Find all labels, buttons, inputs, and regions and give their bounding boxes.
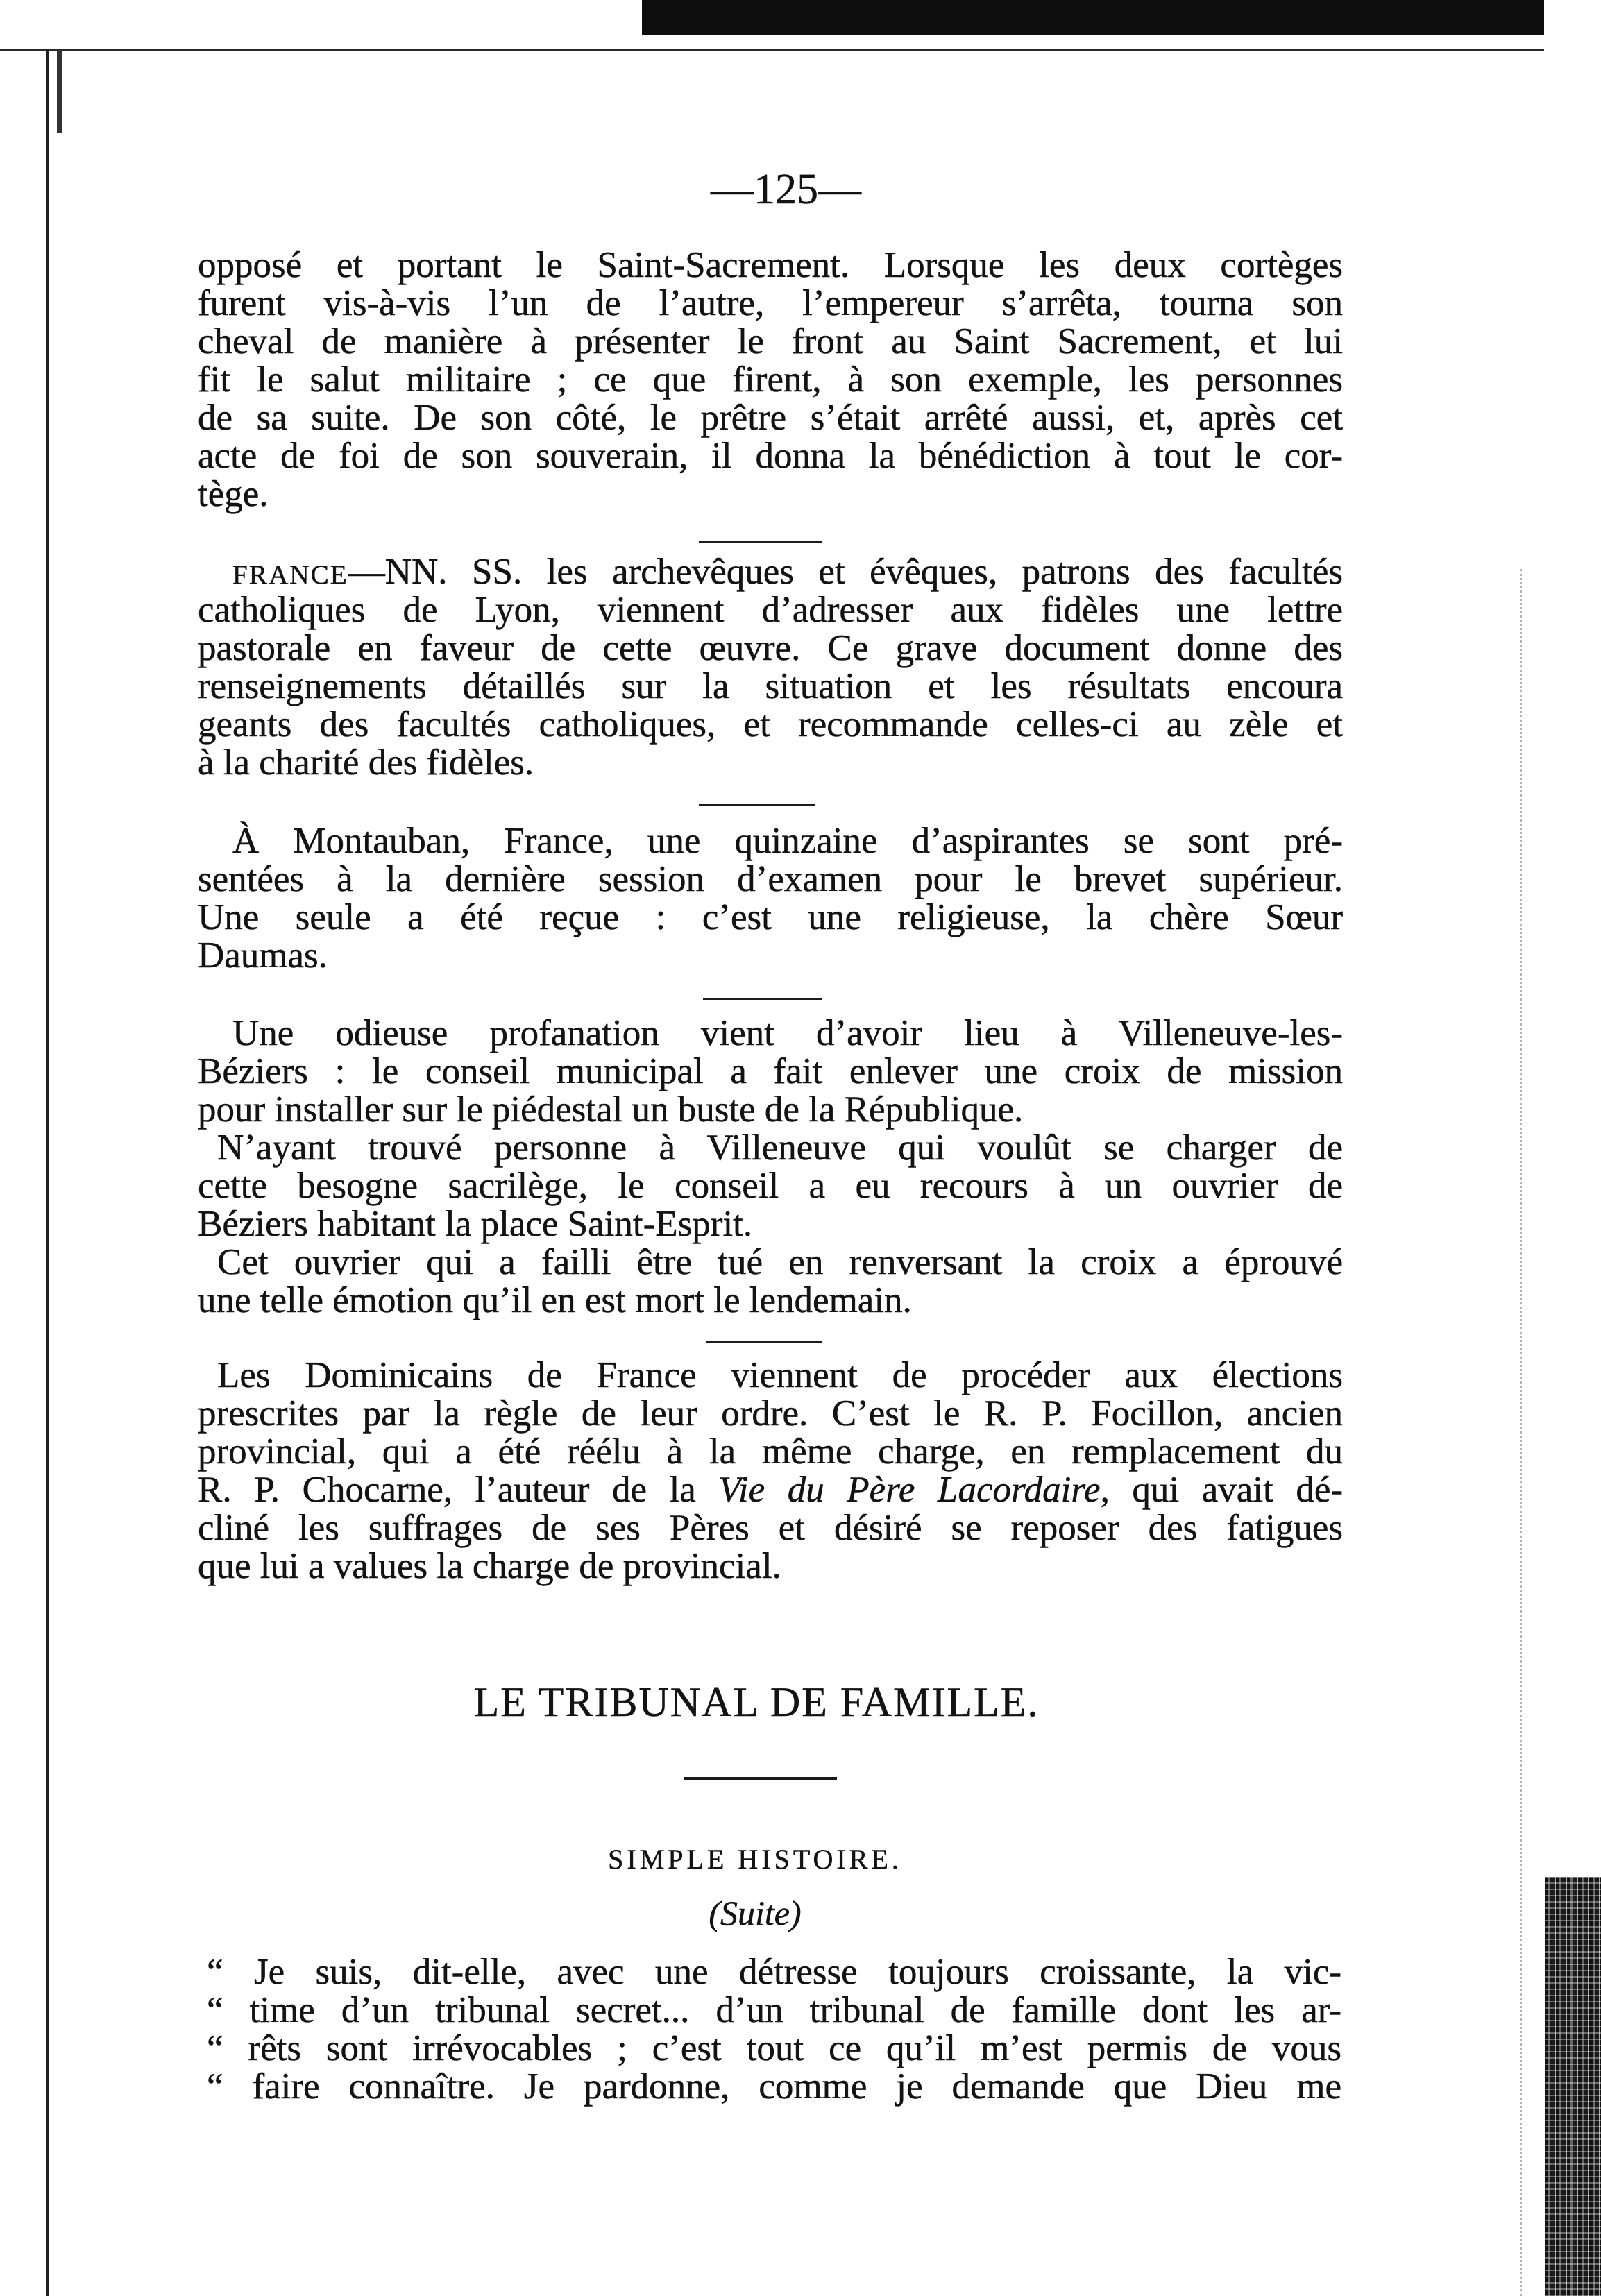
text-line: fit le salut militaire ; ce que firent, à son exemple, les personnes xyxy=(198,359,1343,400)
text-line: sentées à la dernière session d’examen pour le brevet supérieur. xyxy=(198,859,1343,899)
news-item-villeneuve xyxy=(198,1014,1343,1320)
text-line: Daumas. xyxy=(198,935,328,976)
dateline-country: FRANCE xyxy=(232,560,348,590)
text-line-segment: R. P. Chocarne, l’auteur de la xyxy=(198,1470,719,1510)
news-item-catholic-faculties xyxy=(198,553,1343,782)
page-frame-top-rule xyxy=(0,49,1544,51)
text-line: prescrites par la règle de leur ordre. C’est le R. P. Focillon, ancien xyxy=(198,1393,1343,1434)
text-line-segment: , qui avait dé- xyxy=(1100,1470,1343,1510)
news-item-continued xyxy=(198,246,1343,513)
scan-edge-top-band xyxy=(642,0,1544,35)
scan-edge-right-specks xyxy=(1520,569,1522,2296)
scan-binding-strip xyxy=(1545,1877,1601,2296)
feature-subtitle: SIMPLE HISTOIRE. xyxy=(608,1844,902,1875)
text-line: “ time d’un tribunal secret... d’un tribunal de famille dont les ar- xyxy=(207,1990,1341,2030)
news-item-montauban xyxy=(198,822,1343,975)
text-line: catholiques de Lyon, viennent d’adresser aux fidèles une lettre xyxy=(198,590,1343,630)
section-divider xyxy=(706,1341,822,1343)
text-line: pastorale en faveur de cette œuvre. Ce grave document donne des xyxy=(198,628,1343,668)
text-line: cheval de manière à présenter le front au Saint Sacrement, et lui xyxy=(198,321,1343,362)
text-line: Béziers habitant la place Saint-Esprit. xyxy=(198,1204,753,1244)
section-divider xyxy=(699,804,815,806)
text-line xyxy=(198,1471,1343,1509)
text-line: cliné les suffrages de ses Pères et désiré se reposer des fatigues xyxy=(198,1508,1343,1548)
text-line: Les Dominicains de France viennent de procéder aux élections xyxy=(217,1355,1343,1395)
text-line: “ Je suis, dit-elle, avec une détresse toujours croissante, la vic- xyxy=(207,1952,1341,1992)
text-line xyxy=(198,553,1343,591)
text-line: Une seule a été reçue : c’est une religieuse, la chère Sœur xyxy=(198,897,1343,937)
text-line: “ rêts sont irrévocables ; c’est tout ce qu’il m’est permis de vous xyxy=(207,2028,1341,2068)
text-line: tège. xyxy=(198,474,269,514)
text-line: à la charité des fidèles. xyxy=(198,742,534,783)
text-line: geants des facultés catholiques, et recommande celles-ci au zèle et xyxy=(198,704,1343,745)
text-line: Cet ouvrier qui a failli être tué en renversant la croix a éprouvé xyxy=(217,1242,1343,1282)
text-line: que lui a values la charge de provincial. xyxy=(198,1546,781,1586)
text-line: cette besogne sacrilège, le conseil a eu recours à un ouvrier de xyxy=(198,1166,1343,1206)
text-line: une telle émotion qu’il en est mort le lendemain. xyxy=(198,1280,912,1320)
feature-continuation-note: (Suite) xyxy=(709,1894,802,1932)
text-line: opposé et portant le Saint-Sacrement. Lorsque les deux cortèges xyxy=(198,245,1343,285)
text-line: À Montauban, France, une quinzaine d’aspirantes se sont pré- xyxy=(232,821,1343,861)
feature-body xyxy=(207,1953,1341,2106)
text-line-body: —NN. SS. les archevêques et évêques, patrons des facultés xyxy=(348,552,1343,592)
text-line: Béziers : le conseil municipal a fait enlever une croix de mission xyxy=(198,1051,1343,1091)
page-frame-left-rule xyxy=(46,49,49,2296)
text-line: de sa suite. De son côté, le prêtre s’était arrêté aussi, et, après cet xyxy=(198,398,1343,438)
section-divider xyxy=(699,541,822,543)
text-line: renseignements détaillés sur la situation et les résultats encoura xyxy=(198,666,1343,706)
page-frame-left-rule-inner xyxy=(57,50,62,133)
news-item-dominicans xyxy=(198,1357,1343,1585)
book-title: Vie du Père Lacordaire xyxy=(718,1470,1101,1510)
text-line: furent vis-à-vis l’un de l’autre, l’empereur s’arrêta, tourna son xyxy=(198,283,1343,323)
text-line: provincial, qui a été réélu à la même charge, en remplacement du xyxy=(198,1431,1343,1472)
feature-title: LE TRIBUNAL DE FAMILLE. xyxy=(473,1679,1040,1725)
text-line: Une odieuse profanation vient d’avoir lieu à Villeneuve-les- xyxy=(232,1013,1343,1053)
section-divider xyxy=(703,998,822,1000)
text-line: “ faire connaître. Je pardonne, comme je demande que Dieu me xyxy=(207,2066,1341,2107)
text-line: N’ayant trouvé personne à Villeneuve qui voulût se charger de xyxy=(217,1128,1343,1168)
text-line: pour installer sur le piédestal un buste de la République. xyxy=(198,1089,1024,1130)
page-number: —125— xyxy=(711,166,861,213)
title-divider xyxy=(684,1777,837,1780)
text-line: acte de foi de son souverain, il donna la bénédiction à tout le cor- xyxy=(198,436,1343,476)
